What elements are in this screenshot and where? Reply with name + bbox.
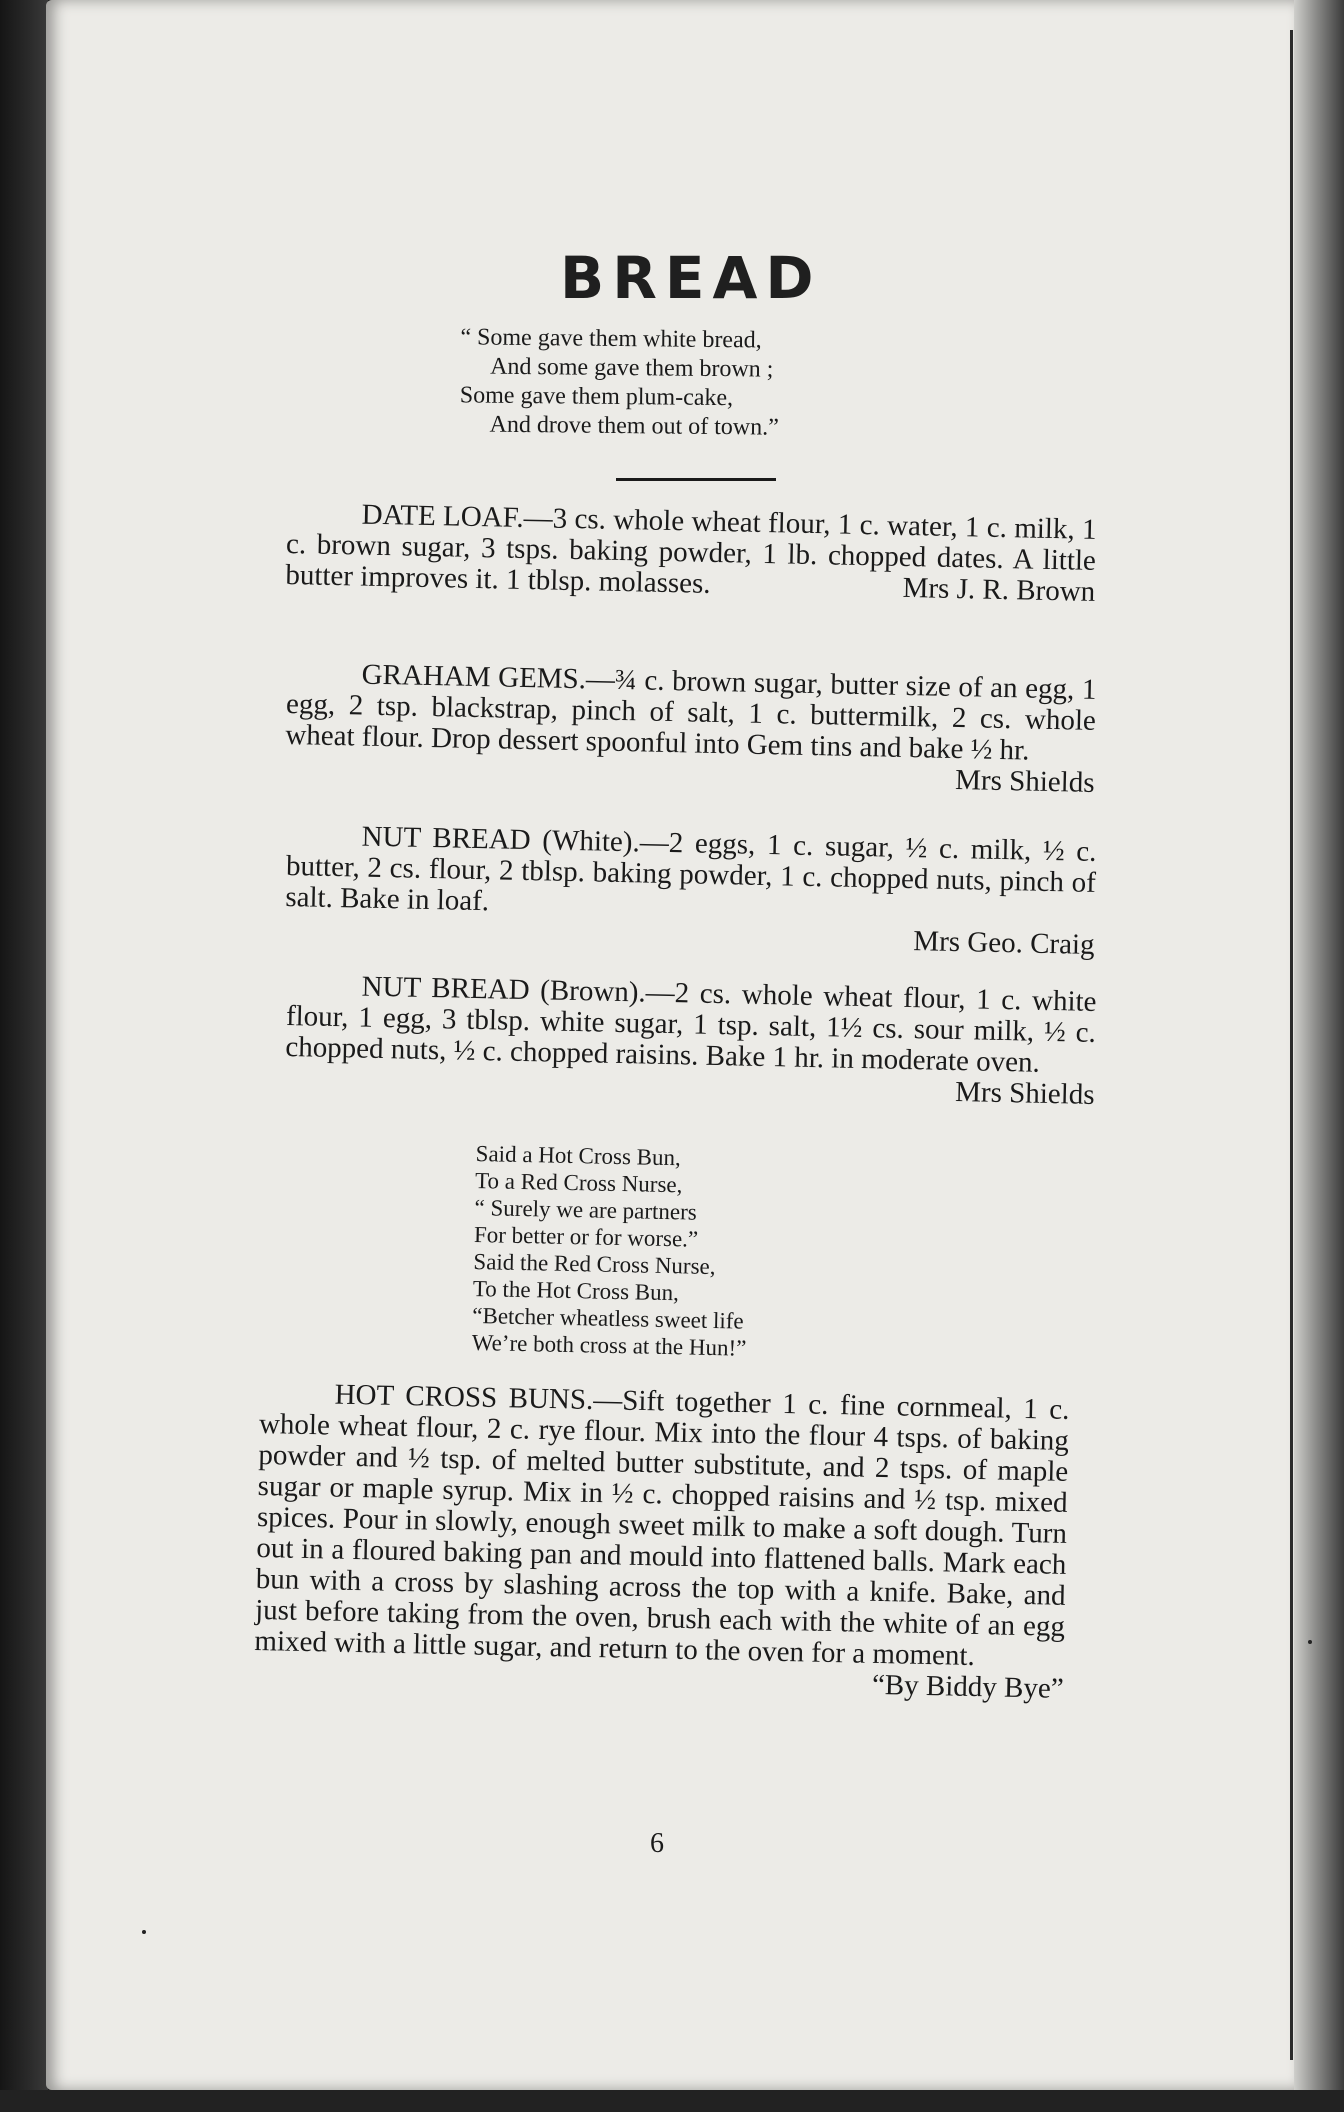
recipe-text: —2 cs. whole wheat flour, 1 c. white flour, 1 egg, 3 tblsp. white sugar, 1 tsp. salt, 1½ cs. sour milk, ½ c. chopped nuts, ½ c. chopped raisins. Bake 1 hr. in moderate oven. xyxy=(285,976,1097,1079)
recipe-text: —¾ c. brown sugar, butter size of an egg, 1 egg, 2 tsp. blackstrap, pinch of salt, 1 c. buttermilk, 2 cs. whole wheat flour. Drop dessert spoonful into Gem tins and bake ½ hr. xyxy=(285,663,1097,767)
poem-line: Said the Red Cross Nurse, xyxy=(473,1248,716,1280)
recipe-author: Mrs Shields xyxy=(954,764,1095,799)
verse-line: And drove them out of town.” xyxy=(489,411,779,441)
recipe-text: —2 eggs, 1 c. sugar, ½ c. milk, ½ c. butter, 2 cs. flour, 2 tblsp. baking powder, 1 c. chopped nuts, pinch of salt. Bake in loaf. xyxy=(285,826,1097,918)
recipe-text: —Sift together 1 c. fine cornmeal, 1 c. whole wheat flour, 2 c. rye flour. Mix into the flour 4 tsps. of baking powder and ½ tsp. of melted butter substitute, and 2 tsps. of maple sugar or maple syrup. Mix in ½ c. chopped raisins and ½ tsp. mixed spices. Pour in slowly, enough sweet milk to make a soft dough. Turn out in a floured baking pan and mould into flattened balls. Mark each bun with a cross by slashing across the top with a knife. Bake, and just before taking from the oven, brush each with the white of an egg mixed with a little sugar, and return to the oven for a moment. xyxy=(254,1383,1070,1673)
recipe-author: Mrs Geo. Craig xyxy=(913,925,1095,961)
verse-line: “ Some gave them white bread, xyxy=(460,324,762,354)
recipe-hot-cross-buns xyxy=(254,1378,1070,1705)
page-fold-line xyxy=(1290,30,1293,2060)
poem-line: “Betcher wheatless sweet life xyxy=(472,1302,744,1334)
poem-line: For better or for worse.” xyxy=(473,1221,699,1252)
divider-rule xyxy=(616,478,776,481)
epigraph-verse xyxy=(459,323,779,442)
recipe-text: —3 cs. whole wheat flour, 1 c. water, 1 c. milk, 1 c. brown sugar, 3 tsps. baking powder, 1 lb. chopped dates. A little butter improves it. 1 tblsp. molasses. xyxy=(285,501,1097,600)
page-gutter-shadow xyxy=(1294,0,1344,2112)
speck xyxy=(1308,1640,1312,1644)
poem-line: To the Hot Cross Bun, xyxy=(472,1275,680,1306)
scan-bottom-edge xyxy=(0,2090,1344,2112)
recipe-name: HOT CROSS BUNS. xyxy=(334,1378,594,1416)
recipe-author: Mrs J. R. Brown xyxy=(902,571,1096,608)
speck xyxy=(142,1930,146,1934)
verse-line: Some gave them plum-cake, xyxy=(459,382,734,412)
poem-line: To a Red Cross Nurse, xyxy=(474,1167,683,1198)
recipe-author: Mrs Shields xyxy=(954,1076,1095,1111)
verse-line: And some gave them brown ; xyxy=(490,353,774,383)
recipe-name: GRAHAM GEMS. xyxy=(361,658,587,696)
recipe-author: “By Biddy Bye” xyxy=(871,1668,1065,1705)
recipe-name: NUT BREAD (White). xyxy=(361,820,641,859)
recipe-nut-bread-white xyxy=(284,820,1096,961)
hot-cross-bun-poem xyxy=(471,1140,750,1362)
recipe-name: NUT BREAD (Brown). xyxy=(361,970,647,1009)
poem-line: We’re both cross at the Hun!” xyxy=(471,1329,747,1361)
recipe-graham-gems xyxy=(284,658,1096,799)
poem-line: Said a Hot Cross Bun, xyxy=(475,1140,682,1171)
recipe-name: DATE LOAF. xyxy=(361,498,525,534)
recipe-date-loaf xyxy=(285,498,1097,608)
scan-left-edge xyxy=(0,0,48,2112)
page-title: BREAD xyxy=(560,244,822,312)
poem-line: “ Surely we are partners xyxy=(474,1194,698,1225)
page-number: 6 xyxy=(650,1828,664,1859)
recipe-nut-bread-brown xyxy=(284,970,1096,1111)
